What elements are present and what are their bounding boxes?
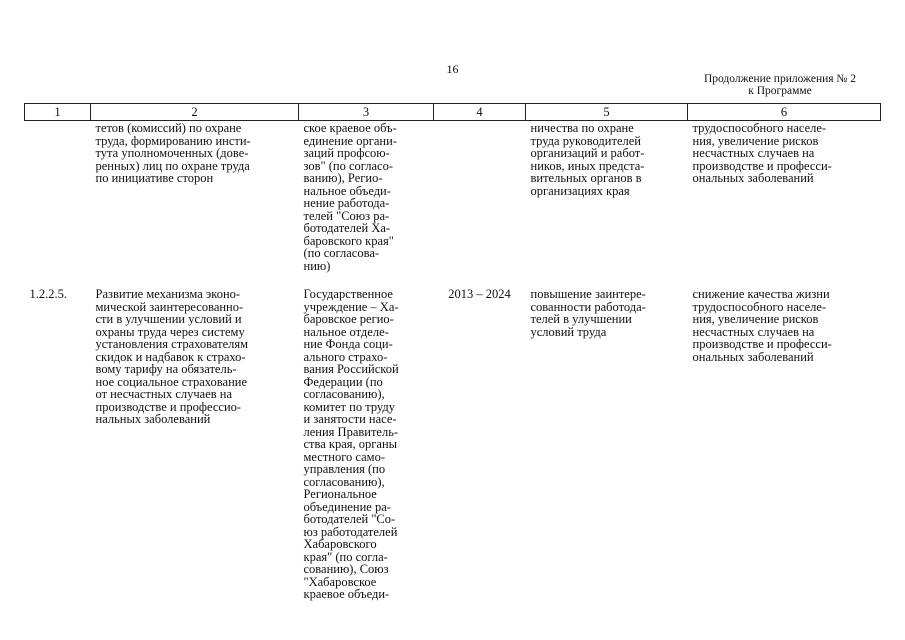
column-number-row [25, 104, 881, 121]
page-number: 16 [446, 62, 459, 76]
table-row [25, 288, 881, 601]
measure-text: тетов (комиссий) по охране труда, формированию инсти- тута уполномоченных (дове- ренных) лиц по охране труда по инициативе сторон [95, 121, 251, 185]
column-number: 6 [688, 104, 881, 121]
item-number: 1.2.2.5. [29, 287, 67, 301]
column-number: 5 [526, 104, 688, 121]
executors-text: Государственное учреждение – Ха- баровское регио- нальное отделе- ние Фонда соци- ального страхо- вания Российской Федерации (по согласованию), комитет по труду и занятости насе- ления Правитель- ства края, органы местного само- управления (по согласованию), Региональное объединение ра- ботодателей "Со- юз работодателей Хабаровского края" (по согла- сованию), Союз "Хабаровское краевое объеди- [303, 287, 399, 601]
measure-text: Развитие механизма эконо- мической заинтересованно- сти в улучшении условий и охраны труда через систему установления страхователям скидок и надбавок к страхо- вому тарифу на обязатель- ное социальное страхование от несчастных случаев на производстве и профессио- нальных заболеваний [95, 287, 249, 426]
appendix-note [650, 73, 905, 97]
period-text [434, 121, 526, 289]
consequence-text: снижение качества жизни трудоспособного населе- ния, увеличение рисков несчастных случаев на производстве и професси- ональных заболеваний [692, 287, 832, 364]
executors-text: ское краевое объ- единение органи- заций профсою- зов" (по согласо- ванию), Регио- нальное объеди- нение работода- телей "Союз ра- ботодателей Ха- баровского края" (по согласова- нию) [303, 121, 397, 273]
consequence-text: трудоспособного населе- ния, увеличение рисков несчастных случаев на производстве и професси- ональных заболеваний [692, 121, 832, 185]
program-table [24, 103, 881, 601]
result-text: ничества по охране труда руководителей организаций и работ- ников, иных предста- вительных органов в организациях края [530, 121, 645, 198]
column-number: 4 [434, 104, 526, 121]
result-text: повышение заинтере- сованности работода- телей в улучшении условий труда [530, 287, 646, 339]
appendix-line-2: к Программе [748, 85, 812, 97]
item-number [25, 121, 91, 289]
appendix-line-1: Продолжение приложения № 2 [703, 73, 857, 85]
period-text: 2013 – 2024 [448, 287, 511, 301]
column-number: 3 [299, 104, 434, 121]
column-number: 1 [25, 104, 91, 121]
table-row [25, 121, 881, 289]
column-number: 2 [91, 104, 299, 121]
